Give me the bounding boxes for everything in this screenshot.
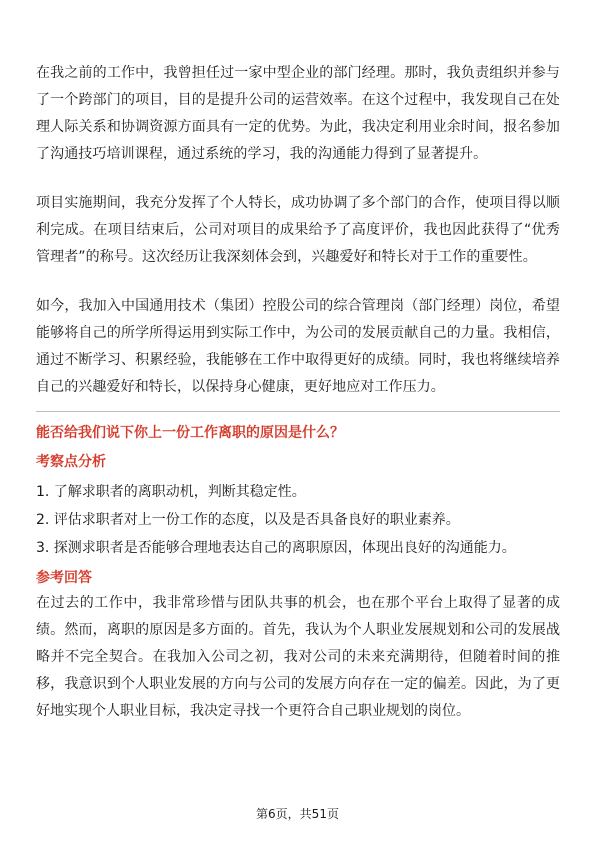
analysis-heading: 考察点分析 (36, 454, 106, 470)
analysis-item: 3. 探测求职者是否能够合理地表达自己的离职原因，体现出良好的沟通能力。 (36, 540, 516, 556)
page-number: 第6页，共51页 (256, 807, 339, 821)
reference-heading: 参考回答 (36, 570, 92, 586)
document-page (36, 60, 560, 725)
analysis-item: 1. 了解求职者的离职动机，判断其稳定性。 (36, 484, 306, 500)
paragraph-previous-job: 在我之前的工作中，我曾担任过一家中型企业的部门经理。那时，我负责组织并参与了一个跨部门的项目，目的是提升公司的运营效率。在这个过程中，我发现自己在处理人际关系和协调资源方面具有一定的优势。为此，我决定利用业余时间，报名参加了沟通技巧培训课程，通过系统的学习，我的沟通能力得到了显著提升。 (36, 65, 560, 162)
paragraph-project-result: 项目实施期间，我充分发挥了个人特长，成功协调了多个部门的合作，使项目得以顺利完成。在项目结束后，公司对项目的成果给予了高度评价，我也因此获得了“优秀管理者”的称号。这次经历让我深刻体会到，兴趣爱好和特长对于工作的重要性。 (36, 195, 560, 265)
paragraph-current-goal: 如今，我加入中国通用技术（集团）控股公司的综合管理岗（部门经理）岗位，希望能够将自己的所学所得运用到实际工作中，为公司的发展贡献自己的力量。我相信，通过不断学习、积累经验，我能够在工作中取得更好的成绩。同时，我也将继续培养自己的兴趣爱好和特长，以保持身心健康，更好地应对工作压力。 (36, 298, 560, 395)
reference-answer: 在过去的工作中，我非常珍惜与团队共事的机会，也在那个平台上取得了显著的成绩。然而，离职的原因是多方面的。首先，我认为个人职业发展规划和公司的发展战略并不完全契合。在我加入公司之初，我对公司的未来充满期待，但随着时间的推移，我意识到个人职业发展的方向与公司的发展方向存在一定的偏差。因此，为了更好地实现个人职业目标，我决定寻找一个更符合自己职业规划的岗位。 (36, 595, 560, 719)
analysis-item: 2. 评估求职者对上一份工作的态度，以及是否具备良好的职业素养。 (36, 512, 460, 528)
interview-question: 能否给我们说下你上一份工作离职的原因是什么？ (36, 425, 344, 441)
analysis-list (36, 478, 560, 562)
section-divider (36, 411, 560, 412)
